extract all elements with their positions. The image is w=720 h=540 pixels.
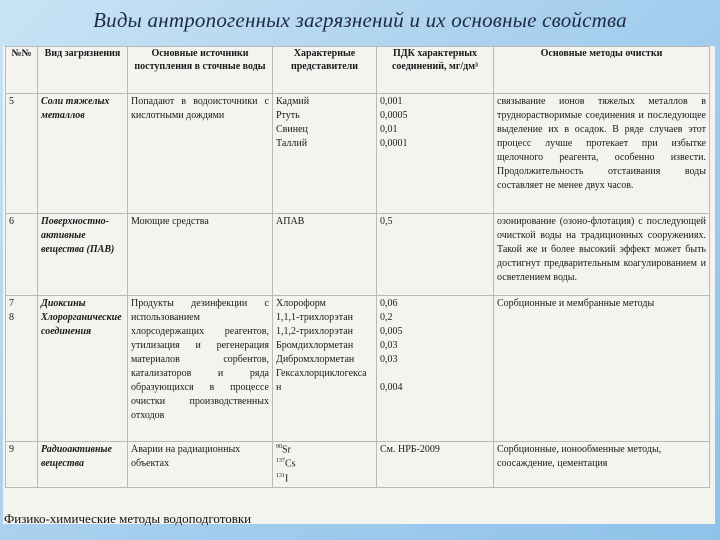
- col-header-representatives: Характерные представители: [273, 47, 377, 94]
- pdk-values: [377, 94, 494, 214]
- footer-caption: Физико-химические методы водоподготовки: [4, 511, 252, 526]
- representative: АПАВ: [276, 216, 305, 227]
- pollution-sources: Попадают в водоисточники с кислотными дождями: [128, 94, 273, 214]
- table-header-row: [6, 47, 710, 94]
- cleaning-methods: Сорбционные, ионообменные методы, соосаждение, цементация: [494, 442, 710, 488]
- col-header-type: Вид загрязнения: [38, 47, 128, 94]
- cleaning-methods: Сорбционные и мембранные методы: [494, 296, 710, 442]
- representative: 1,1,1-трихлорэтан: [276, 312, 353, 323]
- pdk-value: 0,5: [380, 216, 393, 227]
- col-header-sources: Основные источники поступления в сточные воды: [128, 47, 273, 94]
- isotope: $^{90}$Sr: [276, 444, 291, 456]
- table-row: [6, 296, 710, 442]
- col-header-number: №№: [6, 47, 38, 94]
- representative: Ртуть: [276, 110, 300, 121]
- slide-title: Виды антропогенных загрязнений и их основные свойства: [93, 8, 627, 32]
- pollution-type: Радиоактивные вещества: [38, 442, 128, 488]
- pollution-sources: Аварии на радиационных объектах: [128, 442, 273, 488]
- representatives: [273, 442, 377, 488]
- row-number: 6: [6, 214, 38, 296]
- pdk-spacer: [380, 367, 490, 381]
- row-number: 5: [6, 94, 38, 214]
- representative: 1,1,2-трихлорэтан: [276, 326, 353, 337]
- cleaning-methods: связывание ионов тяжелых металлов в труднорастворимые соединения и последующее выделение их в осадок. В ряде случаев этот процесс лучше протекает при избытке щелочного реагента, особенно извести. Продолжительность отстаивания воды составляет не менее двух часов.: [494, 94, 710, 214]
- cleaning-methods: озонирование (озоно-флотация) с последующей очисткой воды на традиционных сооружениях. Такой же и более высокий эффект может быть достигнут предварительным коагулированием и осветлением воды.: [494, 214, 710, 296]
- row-number: 9: [6, 442, 38, 488]
- pdk-value: 0,004: [380, 382, 403, 393]
- representatives: [273, 214, 377, 296]
- table-row: [6, 442, 710, 488]
- representative: Таллий: [276, 138, 308, 149]
- pdk-values: [377, 442, 494, 488]
- pollution-sources: Моющие средства: [128, 214, 273, 296]
- table-row: [6, 214, 710, 296]
- pdk-value: 0,06: [380, 298, 398, 309]
- pollution-table: [5, 46, 710, 488]
- pdk-value: См. НРБ-2009: [380, 444, 440, 455]
- col-header-methods: Основные методы очистки: [494, 47, 710, 94]
- pdk-value: 0,005: [380, 326, 403, 337]
- pdk-value: 0,01: [380, 124, 398, 135]
- representatives: [273, 94, 377, 214]
- representative: Дибромхлорметан: [276, 354, 355, 365]
- representatives: [273, 296, 377, 442]
- pdk-value: 0,0005: [380, 110, 408, 121]
- table-sheet: [3, 46, 715, 524]
- pdk-value: 0,2: [380, 312, 393, 323]
- table-row: [6, 94, 710, 214]
- isotope: $^{131}$I: [276, 472, 289, 484]
- representative: Свинец: [276, 124, 308, 135]
- pollution-type: Соли тяжелых металлов: [38, 94, 128, 214]
- representative: Кадмий: [276, 96, 310, 107]
- col-header-pdk: ПДК характерных соединений, мг/дм³: [377, 47, 494, 94]
- pollution-type: Диоксины Хлорорганические соединения: [38, 296, 128, 442]
- pdk-values: [377, 296, 494, 442]
- isotope: $^{137}$Cs: [276, 458, 296, 470]
- pollution-sources: Продукты дезинфекции с использованием хлорсодержащих реагентов, утилизация и регенерация материалов сорбентов, катализаторов и ряда образующихся в процессе очистки производственных отходов: [128, 296, 273, 442]
- representative: Бромдихлорметан: [276, 340, 354, 351]
- row-number: 7 8: [6, 296, 38, 442]
- pdk-value: 0,03: [380, 354, 398, 365]
- representative: Хлороформ: [276, 298, 326, 309]
- representative: Гексахлорциклогексан: [276, 368, 367, 393]
- pdk-value: 0,0001: [380, 138, 408, 149]
- pollution-type: Поверхностно-активные вещества (ПАВ): [38, 214, 128, 296]
- pdk-value: 0,001: [380, 96, 403, 107]
- pdk-values: [377, 214, 494, 296]
- pdk-value: 0,03: [380, 340, 398, 351]
